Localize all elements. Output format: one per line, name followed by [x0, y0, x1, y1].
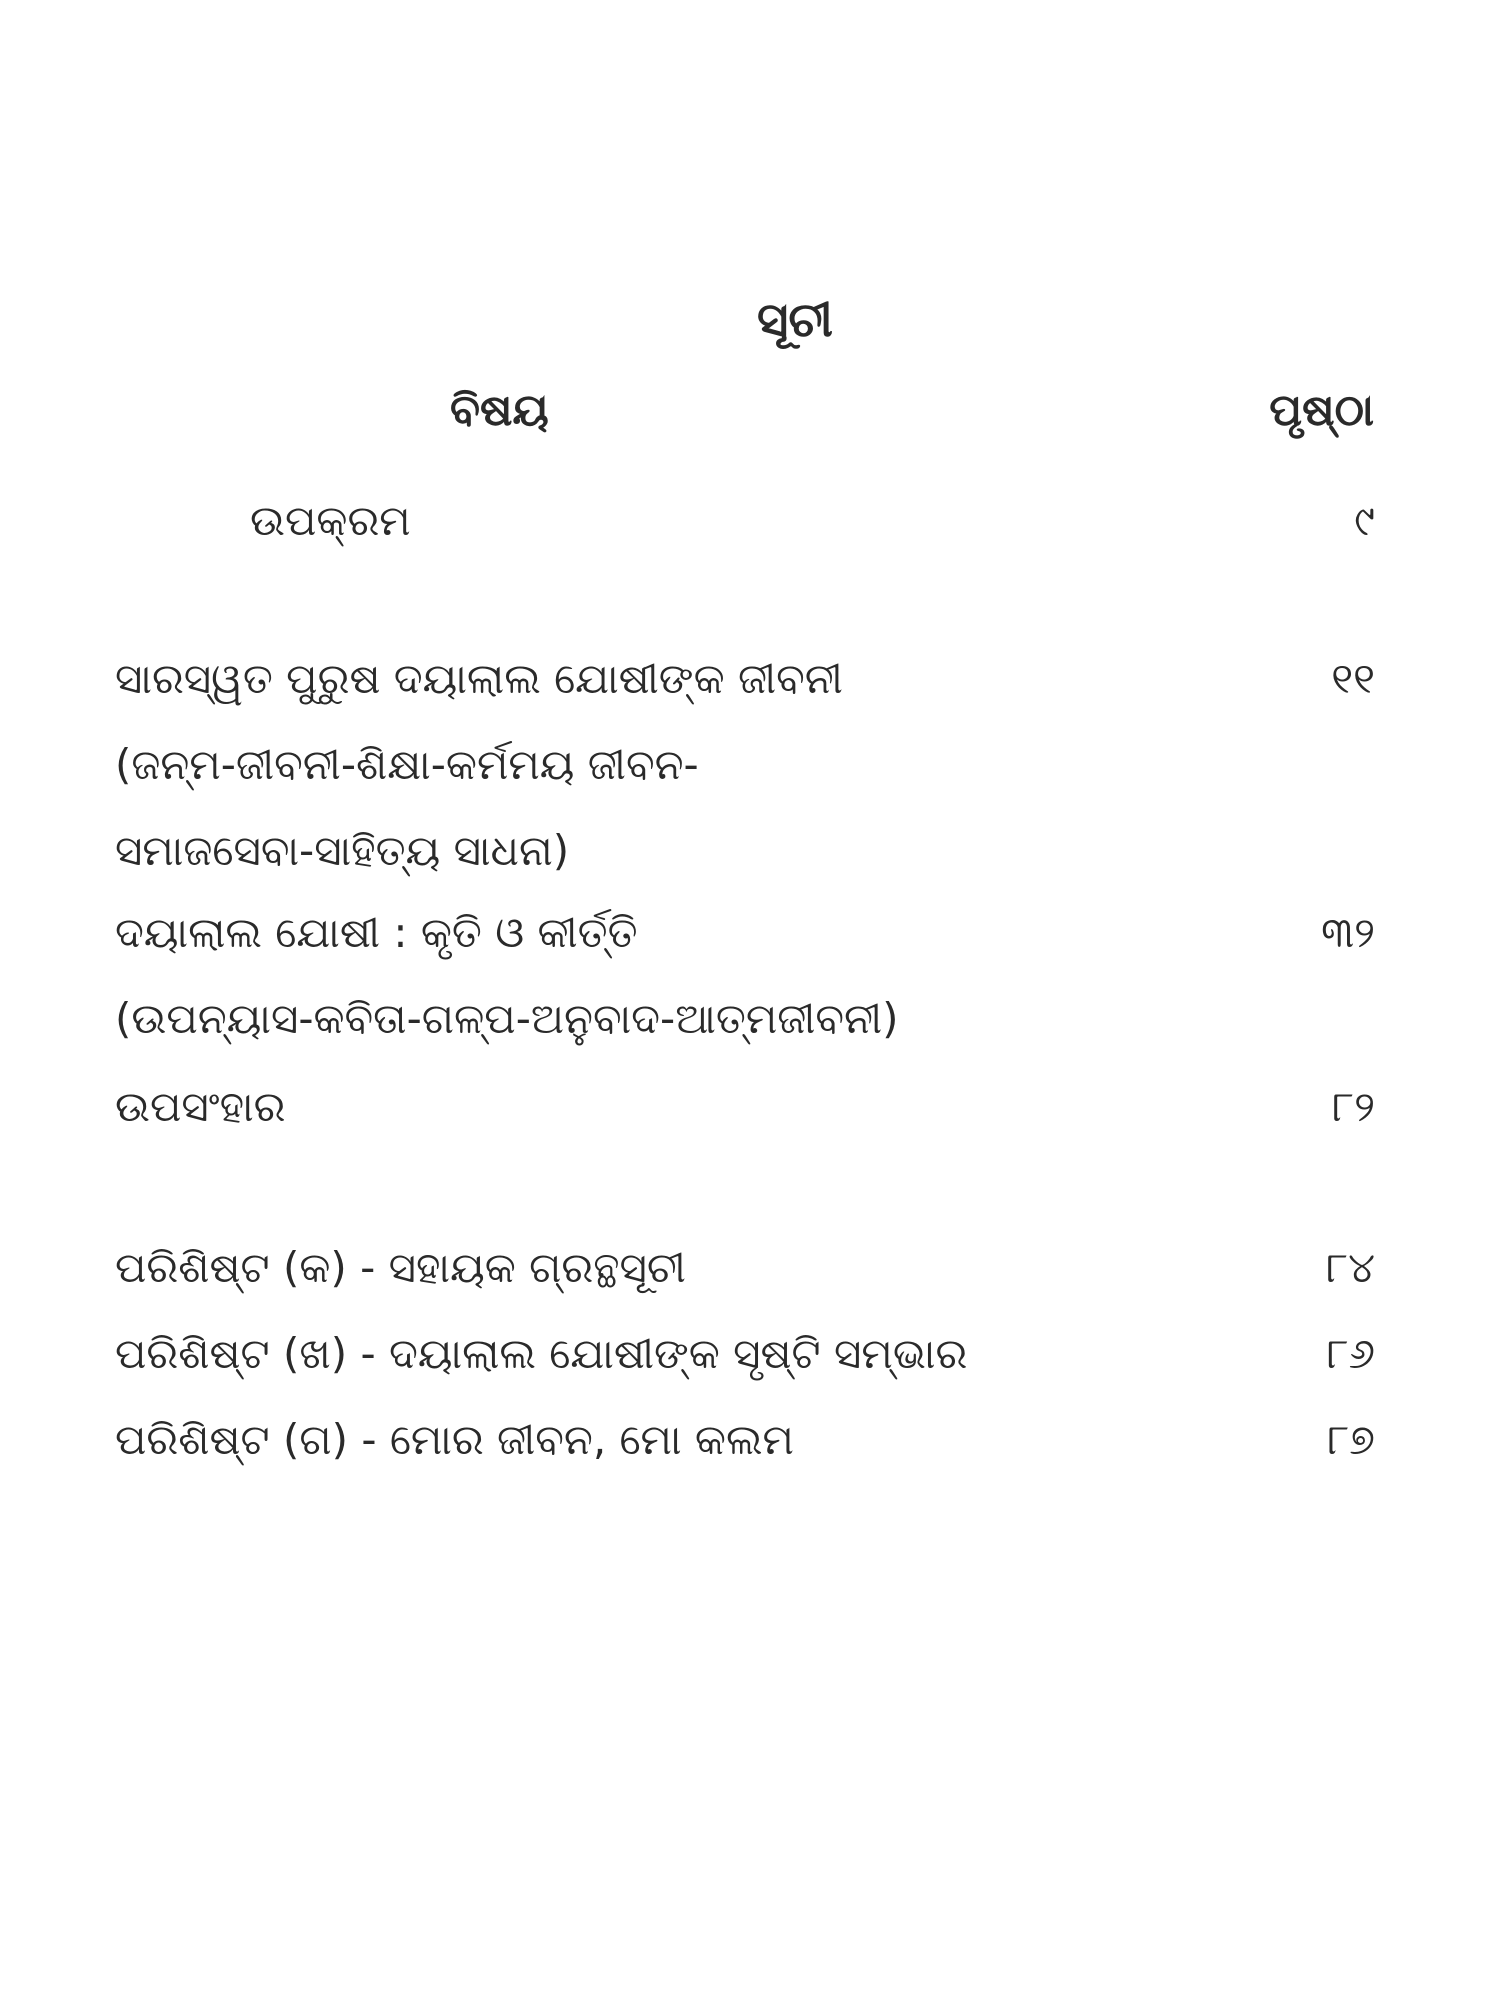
toc-entry-introduction: [250, 478, 1375, 564]
toc-entry-page: ୮୨: [1332, 1082, 1375, 1131]
toc-entry-appendix-b: [115, 1311, 1375, 1397]
toc-entry-appendix-a: [115, 1225, 1375, 1311]
toc-entry-page: ୧୧: [1331, 654, 1375, 703]
toc-entry-text: ପରିଶିଷ୍ଟ (କ) - ସହାୟକ ଗ୍ରନ୍ଥସୂଚୀ: [115, 1243, 686, 1292]
page-title: ସୂଚୀ: [757, 292, 833, 348]
toc-entry-conclusion: [115, 1064, 1375, 1150]
toc-entry-subtext: ସମାଜସେବା-ସାହିତ୍ୟ ସାଧନା): [115, 826, 570, 875]
toc-entry-page: ୯: [1354, 496, 1375, 545]
toc-entry-page: ୮୪: [1326, 1243, 1375, 1292]
toc-entry-works: [115, 890, 1375, 1062]
toc-entry-page: ୮୬: [1326, 1329, 1375, 1378]
toc-entry-subtext: (ଉପନ୍ୟାସ-କବିତା-ଗଳ୍ପ-ଅନୁବାଦ-ଆତ୍ମଜୀବନୀ): [115, 994, 899, 1043]
toc-entry-text: ପରିଶିଷ୍ଟ (ଖ) - ଦୟାଲାଲ ଯୋଷୀଙ୍କ ସୃଷ୍ଟି ସମ୍ଭାର: [115, 1329, 968, 1378]
page-column-header: ପୃଷ୍ଠା: [1269, 385, 1374, 436]
subject-column-header: ବିଷୟ: [450, 385, 549, 436]
toc-entry-text: ଉପସଂହାର: [115, 1082, 286, 1131]
toc-entry-text: ଦୟାଲାଲ ଯୋଷୀ : କୃତି ଓ କୀର୍ତ୍ତି: [115, 908, 638, 957]
toc-entry-text: ସାରସ୍ୱତ ପୁରୁଷ ଦୟାଲାଲ ଯୋଷୀଙ୍କ ଜୀବନୀ: [115, 654, 843, 703]
toc-entry-subtext: (ଜନ୍ମ-ଜୀବନୀ-ଶିକ୍ଷା-କର୍ମମୟ ଜୀବନ-: [115, 740, 699, 789]
toc-entry-text: ପରିଶିଷ୍ଟ (ଗ) - ମୋର ଜୀବନ, ମୋ କଲମ: [115, 1415, 794, 1464]
toc-entry-page: ୩୨: [1321, 908, 1375, 957]
toc-entry-biography: [115, 636, 1375, 894]
toc-entry-text: ଉପକ୍ରମ: [250, 496, 411, 545]
toc-entry-appendix-c: [115, 1397, 1375, 1483]
toc-entry-page: ୮୭: [1327, 1415, 1375, 1464]
